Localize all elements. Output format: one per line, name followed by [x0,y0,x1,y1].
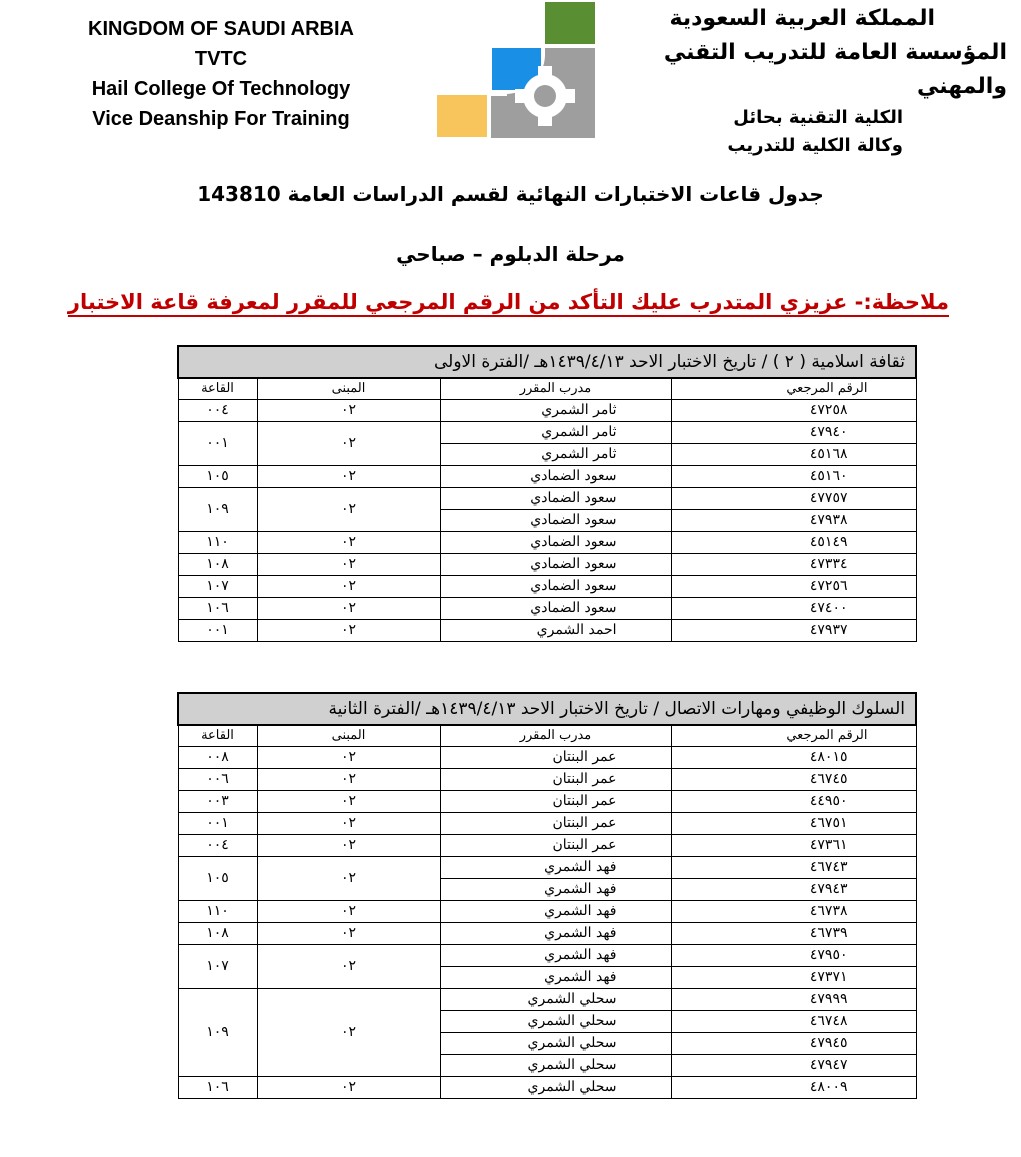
trainer-cell: عمر البنتان [440,791,671,813]
header-en-line: Vice Deanship For Training [92,108,350,130]
building-cell: ٠٢ [257,835,440,857]
trainer-cell: سعود الضمادي [440,598,671,620]
table-row [178,554,916,576]
trainer-cell: سحلي الشمري [440,1077,671,1099]
trainer-cell: سعود الضمادي [440,510,671,532]
building-cell: ٠٢ [257,554,440,576]
room-cell: ١٠٨ [178,923,257,945]
trainer-cell: سحلي الشمري [440,1011,671,1033]
ref-cell: ٤٧٢٥٦ [671,576,916,598]
building-cell: ٠٢ [257,813,440,835]
building-cell: ٠٢ [257,923,440,945]
ref-cell: ٤٧٢٥٨ [671,400,916,422]
building-cell: ٠٢ [257,989,440,1077]
room-cell: ٠٠١ [178,620,257,642]
table-row [178,576,916,598]
header-en-line: KINGDOM OF SAUDI ARBIA [88,18,354,40]
trainer-cell: ثامر الشمري [440,422,671,444]
table-row [178,901,916,923]
building-cell: ٠٢ [257,1077,440,1099]
col-room: القاعة [178,725,257,747]
ref-cell: ٤٧٩٥٠ [671,945,916,967]
col-trainer: مدرب المقرر [440,378,671,400]
ref-cell: ٤٦٧٥١ [671,813,916,835]
ref-cell: ٤٦٧٤٣ [671,857,916,879]
room-cell: ٠٠١ [178,813,257,835]
room-cell: ١٠٨ [178,554,257,576]
room-cell: ٠٠٤ [178,400,257,422]
table-row [178,466,916,488]
table-row [178,769,916,791]
ref-cell: ٤٧٩٤٥ [671,1033,916,1055]
trainer-cell: سحلي الشمري [440,1033,671,1055]
trainer-cell: احمد الشمري [440,620,671,642]
trainer-cell: فهد الشمري [440,923,671,945]
building-cell: ٠٢ [257,598,440,620]
ref-cell: ٤٧٩٩٩ [671,989,916,1011]
trainer-cell: سعود الضمادي [440,532,671,554]
page-subtitle: مرحلة الدبلوم – صباحي [396,242,625,266]
ref-cell: ٤٨٠١٥ [671,747,916,769]
table-row [178,923,916,945]
table-row [178,488,916,510]
col-trainer: مدرب المقرر [440,725,671,747]
ref-cell: ٤٧٣٧١ [671,967,916,989]
ref-cell: ٤٦٧٣٩ [671,923,916,945]
building-cell: ٠٢ [257,747,440,769]
table-row [178,791,916,813]
header-ar-line: المملكة العربية السعودية [669,6,935,31]
header-english [56,14,386,134]
table-caption: السلوك الوظيفي ومهارات الاتصال / تاريخ الاختبار الاحد ١٤٣٩/٤/١٣هـ /الفترة الثانية [178,693,916,725]
trainer-cell: فهد الشمري [440,901,671,923]
col-building: المبنى [257,378,440,400]
ref-cell: ٤٧٣٦١ [671,835,916,857]
room-cell: ١١٠ [178,901,257,923]
room-cell: ٠٠٣ [178,791,257,813]
table-row [178,620,916,642]
building-cell: ٠٢ [257,422,440,466]
building-cell: ٠٢ [257,945,440,989]
col-ref: الرقم المرجعي [671,725,916,747]
trainer-cell: سعود الضمادي [440,576,671,598]
ref-cell: ٤٨٠٠٩ [671,1077,916,1099]
building-cell: ٠٢ [257,901,440,923]
header-en-line: Hail College Of Technology [91,78,351,100]
table-row [178,945,916,967]
header-ar-line: الكلية التقنية بحائل [733,107,903,128]
header-ar-line: وكالة الكلية للتدريب [727,135,903,156]
trainer-cell: فهد الشمري [440,857,671,879]
table-row [178,813,916,835]
room-cell: ١٠٥ [178,466,257,488]
building-cell: ٠٢ [257,400,440,422]
room-cell: ١٠٦ [178,1077,257,1099]
table-row [178,400,916,422]
trainer-cell: سحلي الشمري [440,989,671,1011]
ref-cell: ٤٧٩٤٠ [671,422,916,444]
exam-table-job-behavior [177,692,917,1099]
building-cell: ٠٢ [257,532,440,554]
building-cell: ٠٢ [257,466,440,488]
col-building: المبنى [257,725,440,747]
building-cell: ٠٢ [257,791,440,813]
ref-cell: ٤٦٧٤٨ [671,1011,916,1033]
trainer-cell: ثامر الشمري [440,400,671,422]
header-en-line: TVTC [194,48,248,70]
col-room: القاعة [178,378,257,400]
trainer-cell: ثامر الشمري [440,444,671,466]
building-cell: ٠٢ [257,488,440,532]
table-row [178,989,916,1011]
building-cell: ٠٢ [257,857,440,901]
tvtc-logo [435,0,600,140]
table-row [178,1077,916,1099]
ref-cell: ٤٥١٦٠ [671,466,916,488]
page-title: جدول قاعات الاختبارات النهائية لقسم الدراسات العامة 143810 [197,182,824,206]
trainer-cell: فهد الشمري [440,945,671,967]
trainer-cell: فهد الشمري [440,879,671,901]
header-ar-line: المؤسسة العامة للتدريب التقني والمهني [663,40,1007,99]
table-row [178,747,916,769]
ref-cell: ٤٧٤٠٠ [671,598,916,620]
building-cell: ٠٢ [257,576,440,598]
trainer-cell: عمر البنتان [440,769,671,791]
room-cell: ٠٠٤ [178,835,257,857]
room-cell: ١٠٦ [178,598,257,620]
trainer-cell: سعود الضمادي [440,554,671,576]
trainer-cell: عمر البنتان [440,813,671,835]
trainer-cell: سعود الضمادي [440,488,671,510]
ref-cell: ٤٦٧٤٥ [671,769,916,791]
trainee-note: ملاحظة:- عزيزي المتدرب عليك التأكد من الرقم المرجعي للمقرر لمعرفة قاعة الاختبار [67,290,949,314]
table-row [178,835,916,857]
ref-cell: ٤٥١٦٨ [671,444,916,466]
table-row [178,857,916,879]
trainer-cell: عمر البنتان [440,835,671,857]
trainer-cell: عمر البنتان [440,747,671,769]
ref-cell: ٤٧٩٤٧ [671,1055,916,1077]
room-cell: ١١٠ [178,532,257,554]
header-arabic [587,2,1007,160]
room-cell: ١٠٩ [178,989,257,1077]
room-cell: ١٠٩ [178,488,257,532]
ref-cell: ٤٧٧٥٧ [671,488,916,510]
room-cell: ١٠٥ [178,857,257,901]
exam-table-islamic-culture [177,345,917,642]
ref-cell: ٤٧٩٣٨ [671,510,916,532]
table-row [178,532,916,554]
ref-cell: ٤٥١٤٩ [671,532,916,554]
room-cell: ٠٠٨ [178,747,257,769]
ref-cell: ٤٧٩٣٧ [671,620,916,642]
logo-yellow-square [437,95,487,137]
ref-cell: ٤٦٧٣٨ [671,901,916,923]
ref-cell: ٤٧٩٤٣ [671,879,916,901]
room-cell: ٠٠٦ [178,769,257,791]
trainer-cell: سحلي الشمري [440,1055,671,1077]
ref-cell: ٤٤٩٥٠ [671,791,916,813]
room-cell: ١٠٧ [178,945,257,989]
building-cell: ٠٢ [257,769,440,791]
table-row [178,422,916,444]
room-cell: ١٠٧ [178,576,257,598]
col-ref: الرقم المرجعي [671,378,916,400]
table-row [178,598,916,620]
trainer-cell: فهد الشمري [440,967,671,989]
room-cell: ٠٠١ [178,422,257,466]
table-caption: ثقافة اسلامية ( ٢ ) / تاريخ الاختبار الاحد ١٤٣٩/٤/١٣هـ /الفترة الاولى [178,346,916,378]
ref-cell: ٤٧٣٣٤ [671,554,916,576]
building-cell: ٠٢ [257,620,440,642]
trainer-cell: سعود الضمادي [440,466,671,488]
